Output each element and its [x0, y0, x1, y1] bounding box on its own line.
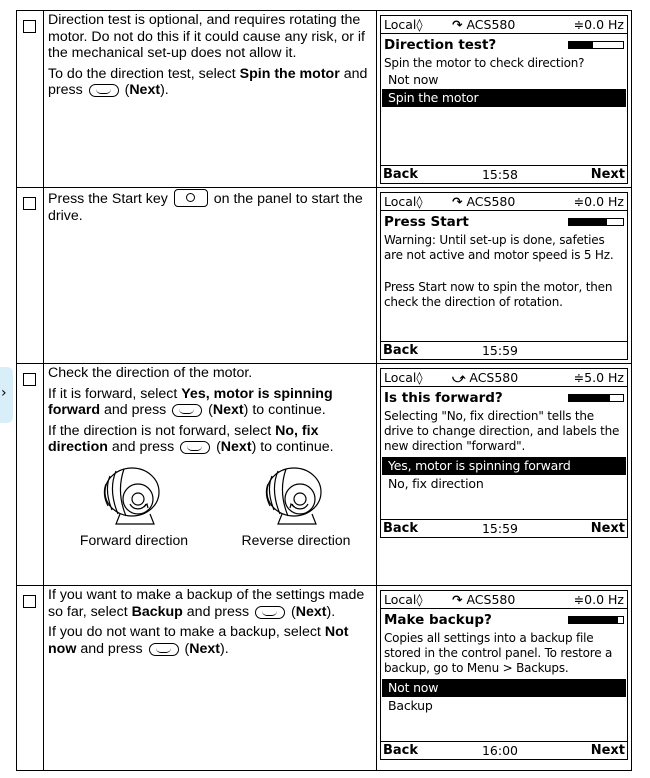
step-row-check-direction	[17, 364, 631, 586]
step-checkbox[interactable]	[23, 595, 36, 608]
progress-bar	[568, 218, 624, 226]
local-mode-icon: ◊	[416, 194, 423, 209]
procedure-table	[16, 10, 632, 771]
option-list	[381, 457, 627, 493]
chevron-right-icon: ›	[1, 385, 7, 401]
progress-bar	[568, 41, 624, 49]
next-softkey[interactable]: Next	[590, 521, 625, 536]
next-key-icon	[89, 84, 119, 97]
rotation-icon: ↷	[452, 17, 463, 32]
reference-value: ≑5.0 Hz	[573, 370, 624, 385]
back-softkey[interactable]: Back	[383, 167, 419, 182]
panel-option[interactable]: Not now	[382, 679, 626, 697]
option-list	[381, 679, 627, 715]
reference-value: ≑0.0 Hz	[573, 592, 624, 607]
panel-title: Make backup?	[384, 612, 492, 628]
panel-option[interactable]: Yes, motor is spinning forward	[382, 457, 626, 475]
panel-title: Direction test?	[384, 37, 497, 53]
step-checkbox[interactable]	[23, 20, 36, 33]
back-softkey[interactable]: Back	[383, 743, 419, 758]
panel-option[interactable]: Spin the motor	[382, 89, 626, 107]
back-softkey[interactable]: Back	[383, 521, 419, 536]
next-softkey[interactable]: Next	[590, 743, 625, 758]
local-mode-icon: ◊	[416, 17, 423, 32]
panel-warning: Warning: Until set-up is done, safeties are not active and motor speed is 5 Hz.	[384, 233, 614, 262]
panel-message: Press Start now to spin the motor, then check the direction of rotation.	[384, 280, 613, 309]
panel-clock: 15:59	[481, 521, 519, 536]
step-checkbox[interactable]	[23, 373, 36, 386]
panel-softkey-bar	[381, 519, 627, 537]
control-panel-screen	[380, 192, 628, 360]
step-instructions: Press the Start key on the panel to start the drive.	[44, 188, 377, 363]
reference-value: ≑0.0 Hz	[573, 17, 624, 32]
next-key-icon	[180, 441, 210, 454]
panel-title: Press Start	[384, 214, 469, 230]
panel-softkey-bar	[381, 741, 627, 759]
control-panel-screen	[380, 15, 628, 184]
panel-status-bar: Local◊ ↷ ACS580 ≑0.0 Hz	[381, 16, 627, 34]
reference-value: ≑0.0 Hz	[573, 194, 624, 209]
step-checkbox[interactable]	[23, 197, 36, 210]
panel-message: Copies all settings into a backup file stored in the control panel. To restore a backup, go to Menu > Backups.	[384, 631, 613, 675]
next-key-icon	[149, 643, 179, 656]
panel-softkey-bar	[381, 341, 627, 359]
step-row-backup	[17, 586, 631, 770]
panel-option[interactable]: Backup	[388, 698, 433, 713]
panel-message: Spin the motor to check direction?	[384, 56, 585, 70]
start-key-icon	[174, 189, 208, 207]
back-softkey[interactable]: Back	[383, 343, 419, 358]
motor-forward-icon	[94, 464, 174, 528]
next-softkey[interactable]: Next	[590, 167, 625, 182]
forward-motor-figure: Forward direction	[64, 464, 204, 549]
panel-softkey-bar	[381, 165, 627, 183]
motor-reverse-icon	[256, 464, 336, 528]
step-instructions: Check the direction of the motor. If it is forward, select Yes, motor is spinning forward and press (Next) to continue. If the direction is not forward, select No, fix direction and press (Next) to continue. Forward direction Reverse direction	[44, 364, 377, 585]
option-list	[381, 71, 627, 107]
panel-status-bar: Local◊ ↷ ACS580 ≑0.0 Hz	[381, 193, 627, 211]
page-side-tab[interactable]	[0, 367, 13, 423]
panel-title: Is this forward?	[384, 390, 503, 406]
step-instructions: If you want to make a backup of the settings made so far, select Backup and press (Next). If you do not want to make a backup, select Not now and press (Next).	[44, 586, 377, 770]
panel-status-bar: Local◊ ↷ ACS580 ≑0.0 Hz	[381, 591, 627, 609]
step-row-press-start	[17, 188, 631, 364]
panel-clock: 15:59	[481, 343, 519, 358]
next-key-icon	[255, 606, 285, 619]
next-key-icon	[172, 404, 202, 417]
panel-status-bar: Local◊ ⤻ ACS580 ≑5.0 Hz	[381, 369, 627, 387]
control-panel-screen	[380, 368, 628, 538]
rotation-icon: ↷	[452, 194, 463, 209]
local-mode-icon: ◊	[416, 592, 423, 607]
progress-bar	[568, 616, 624, 624]
panel-message: Selecting "No, fix direction" tells the drive to change direction, and labels the new direction "forward".	[384, 409, 620, 453]
rotating-icon: ⤻	[452, 369, 466, 385]
panel-clock: 16:00	[481, 743, 519, 758]
progress-bar	[568, 394, 624, 402]
step-instructions: Direction test is optional, and requires rotating the motor. Do not do this if it could cause any risk, or if the mechanical set-up does not allow it. To do the direction test, select Spin the motor and press (Next).	[44, 11, 377, 187]
local-mode-icon: ◊	[416, 370, 423, 385]
step-row-direction-test	[17, 11, 631, 188]
control-panel-screen	[380, 590, 628, 760]
panel-option[interactable]: Not now	[388, 72, 439, 87]
reverse-motor-figure: Reverse direction	[226, 464, 366, 549]
panel-option[interactable]: No, fix direction	[388, 476, 484, 491]
panel-clock: 15:58	[481, 167, 519, 182]
rotation-icon: ↷	[452, 592, 463, 607]
